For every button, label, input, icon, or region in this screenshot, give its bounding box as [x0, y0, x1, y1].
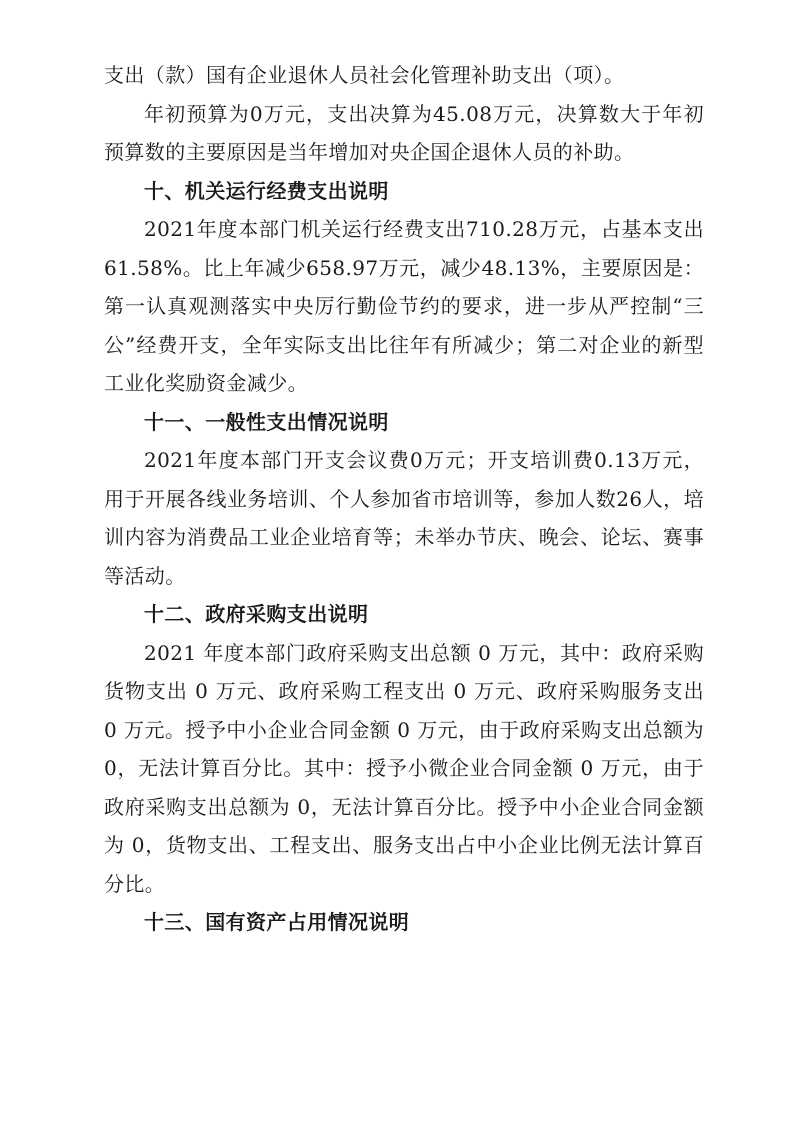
section-11-body: 2021年度本部门开支会议费0万元；开支培训费0.13万元，用于开展各线业务培训、个人参加省市培训等，参加人数26人，培训内容为消费品工业企业培育等；未举办节庆、晚会、论坛、赛事等活动。: [104, 448, 704, 588]
section-heading-13: 十三、国有资产占用情况说明: [144, 910, 410, 934]
section-heading-11: 十一、一般性支出情况说明: [144, 409, 389, 434]
section-heading-12: 十二、政府采购支出说明: [144, 602, 369, 626]
section-10-body: 2021年度本部门机关运行经费支出710.28万元，占基本支出61.58%。比上年减少658.97万元，减少48.13%，主要原因是：第一认真观测落实中央厉行勤俭节约的要求，进一步从严控制“三公”经费开支，全年实际支出比往年有所减少；第二对企业的新型工业化奖励资金减少。: [104, 217, 704, 395]
paragraph-budget: 年初预算为0万元，支出决算为45.08万元，决算数大于年初预算数的主要原因是当年增加对央企国企退休人员的补助。: [104, 101, 704, 164]
document-body: [104, 56, 704, 942]
section-12-body: 2021 年度本部门政府采购支出总额 0 万元，其中：政府采购货物支出 0 万元、政府采购工程支出 0 万元、政府采购服务支出 0 万元。授予中小企业合同金额 0 万元，由于政府采购支出总额为 0，无法计算百分比。其中：授予小微企业合同金额 0 万元，由于政府采购支出总额为 0，无法计算百分比。授予中小企业合同金额为 0，货物支出、工程支出、服务支出占中小企业比例无法计算百分比。: [104, 640, 704, 896]
section-heading-10: 十、机关运行经费支出说明: [144, 178, 389, 203]
paragraph-continuation: 支出（款）国有企业退休人员社会化管理补助支出（项）。: [104, 63, 625, 87]
